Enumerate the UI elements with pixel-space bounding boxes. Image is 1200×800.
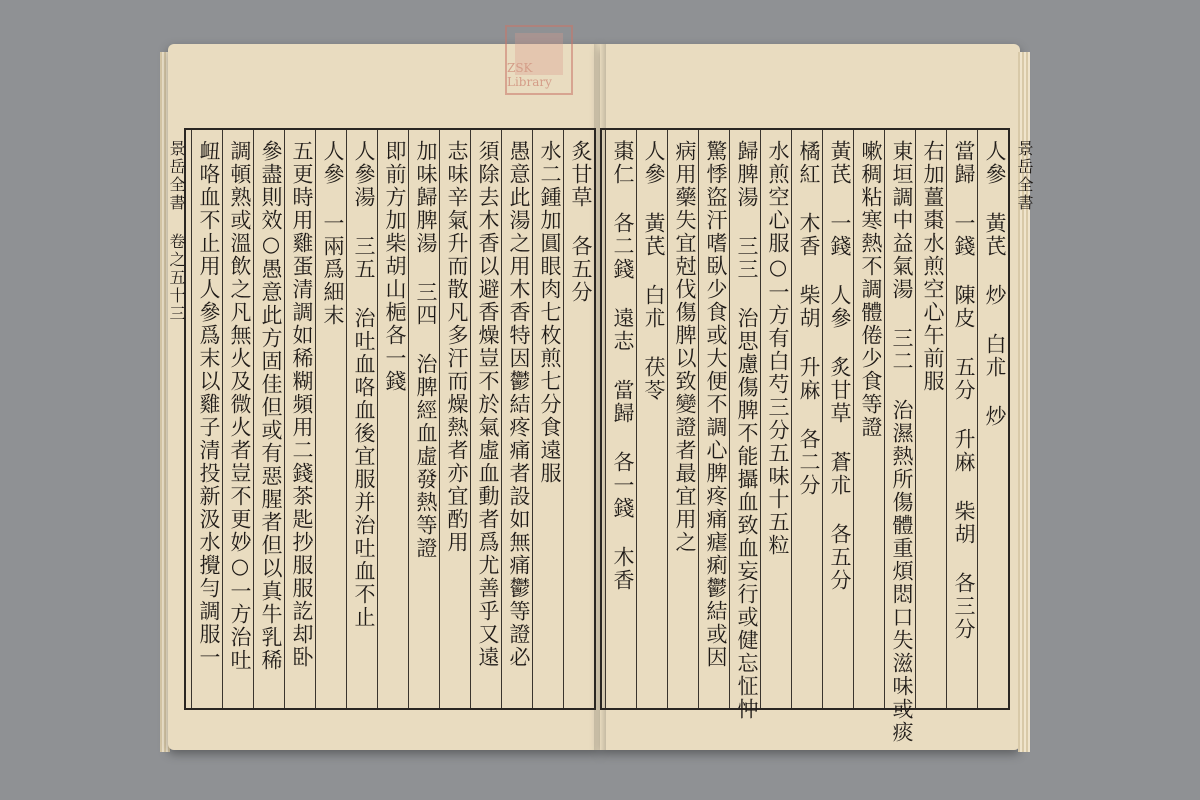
spine-column-left [164, 130, 186, 708]
right-column-text: 人參 黃芪 白朮 茯苓 [642, 140, 666, 402]
right-column [698, 130, 729, 708]
left-column [377, 130, 408, 708]
right-column [729, 130, 760, 721]
left-column [439, 130, 470, 708]
right-column-text: 東垣調中益氣湯 三二 治濕熱所傷體重煩悶口失滋味或痰 [890, 140, 914, 744]
spine-label-right: 景岳全書 [1015, 140, 1034, 212]
left-column-text: 炙甘草 各五分 [569, 140, 593, 304]
left-column-text: 即前方加柴胡山梔各一錢 [383, 140, 407, 393]
left-column [253, 130, 284, 708]
right-column-text: 歸脾湯 三三 治思慮傷脾不能攝血致血妄行或健忘怔忡 [735, 140, 759, 721]
left-column [408, 130, 439, 708]
library-seal-watermark [505, 25, 573, 95]
right-column [977, 130, 1008, 708]
right-column-text: 人參 黃芪 炒 白朮 炒 [983, 140, 1007, 428]
left-column [563, 130, 594, 708]
spine-column-right [1012, 130, 1034, 708]
right-column-text: 黃芪 一錢 人參 炙甘草 蒼朮 各五分 [828, 140, 852, 592]
right-column [605, 130, 636, 708]
left-text-frame [167, 128, 596, 710]
watermark-text: ZSK Library [507, 61, 552, 89]
left-column [470, 130, 501, 708]
left-column [222, 130, 253, 708]
right-column [760, 130, 791, 708]
left-column-text: 須除去木香以避香燥豈不於氣虛血動者爲尤善乎又遠 [476, 140, 500, 669]
right-column [884, 130, 915, 744]
right-column-text: 橘紅 木香 柴胡 升麻 各二分 [797, 140, 821, 497]
left-column-text: 水二鍾加圓眼肉七枚煎七分食遠服 [538, 140, 562, 485]
left-column-text: 人參 一兩爲細末 [321, 140, 345, 327]
left-column-text: 參盡則效○愚意此方固佳但或有惡腥者但以真牛乳稀 [259, 140, 283, 672]
right-column-text: 嗽稠粘寒熱不調體倦少食等證 [859, 140, 883, 439]
right-column-text: 病用藥失宜尅伐傷脾以致變證者最宜用之 [673, 140, 697, 554]
left-column-text: 加味歸脾湯 三四 治脾經血虛發熱等證 [414, 140, 438, 560]
right-column [667, 130, 698, 708]
left-column [532, 130, 563, 708]
spine-label-left: 景岳全書 卷之五十三 [167, 140, 186, 323]
left-column [284, 130, 315, 708]
left-column-text: 五更時用雞蛋清調如稀糊頻用二錢茶匙抄服服訖却卧 [290, 140, 314, 669]
left-column-text: 愚意此湯之用木香特因鬱結疼痛者設如無痛鬱等證必 [507, 140, 531, 669]
left-column [501, 130, 532, 708]
left-column [191, 130, 222, 708]
left-column [346, 130, 377, 708]
right-column-text: 水煎空心服○一方有白芍三分五味十五粒 [766, 140, 790, 557]
right-column-text: 當歸 一錢 陳皮 五分 升麻 柴胡 各三分 [952, 140, 976, 641]
right-column-text: 棗仁 各二錢 遠志 當歸 各一錢 木香 [611, 140, 635, 592]
right-text-frame [600, 128, 1034, 744]
left-column [315, 130, 346, 708]
left-column-text: 衄咯血不止用人參爲末以雞子清投新汲水攪勻調服一 [197, 140, 221, 669]
right-column [946, 130, 977, 708]
left-column-text: 人參湯 三五 治吐血咯血後宜服并治吐血不止 [352, 140, 376, 629]
left-column-text: 調頓熟或溫飲之凡無火及微火者豈不更妙○一方治吐 [228, 140, 252, 672]
right-column [636, 130, 667, 708]
right-column [915, 130, 946, 708]
right-column [791, 130, 822, 708]
left-column-text: 志味辛氣升而散凡多汗而燥熱者亦宜酌用 [445, 140, 469, 554]
right-column [822, 130, 853, 708]
right-column [853, 130, 884, 708]
right-column-text: 驚悸盜汗嗜臥少食或大便不調心脾疼痛瘧痢鬱結或因 [704, 140, 728, 669]
right-column-text: 右加薑棗水煎空心午前服 [921, 140, 945, 393]
scanned-book [160, 44, 1034, 756]
